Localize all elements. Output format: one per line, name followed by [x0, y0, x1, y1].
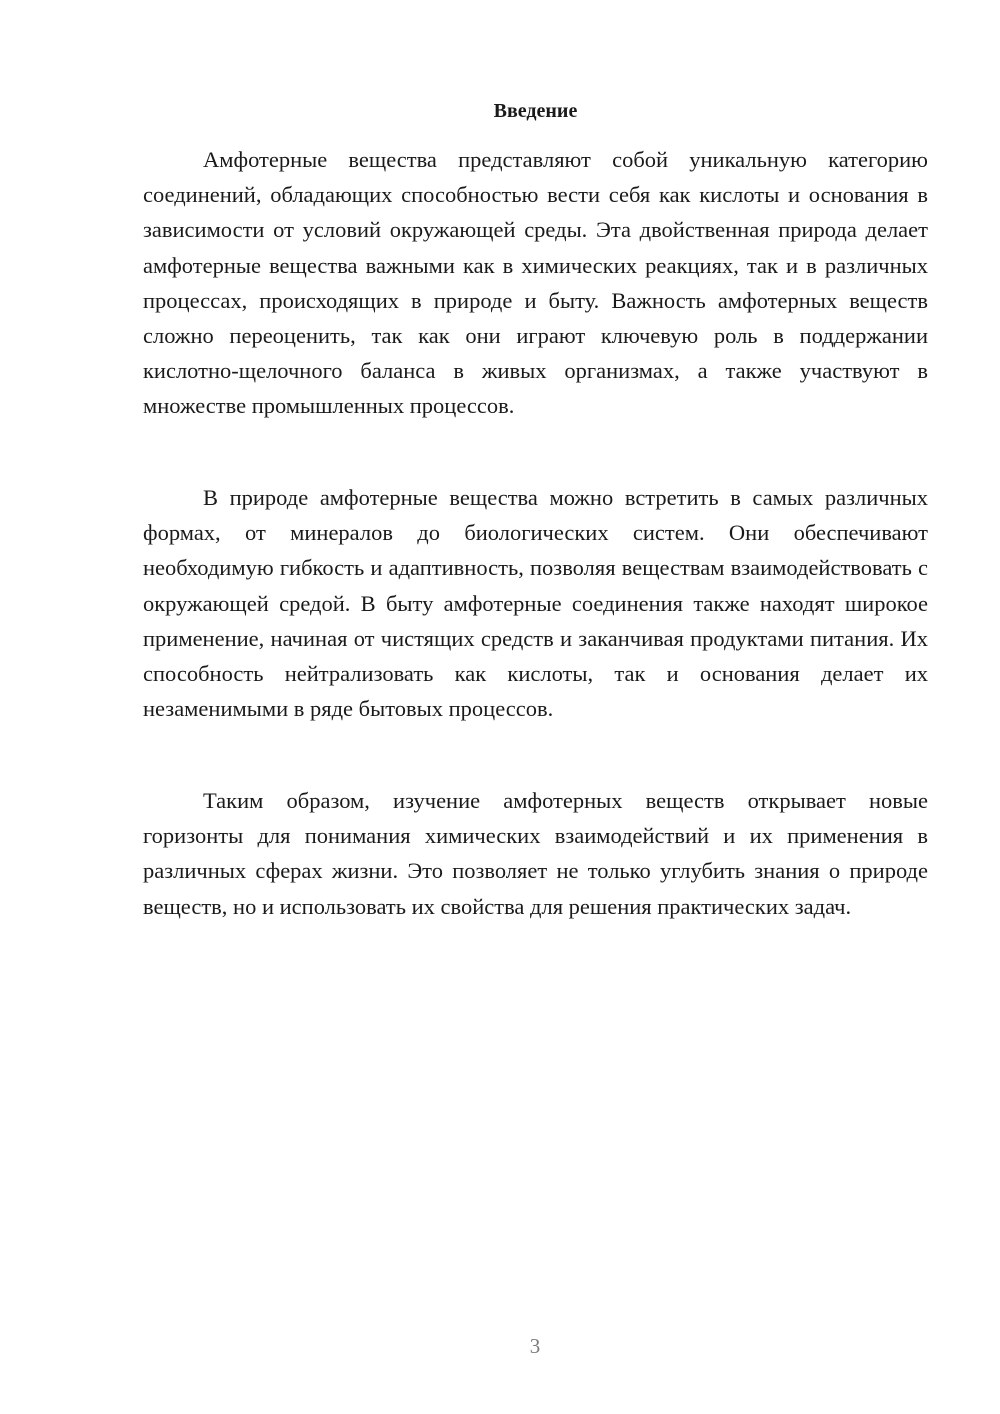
page-number: 3	[529, 1334, 541, 1358]
intro-paragraph-3: Таким образом, изучение амфотерных веществ открывает новые горизонты для понимания химических взаимодействий и их применения в различных сферах жизни. Это позволяет не только углубить знания о природе веществ, но и использовать их свойства для решения практических задач.	[143, 788, 928, 919]
section-title: Введение	[493, 100, 578, 122]
intro-paragraph-2: В природе амфотерные вещества можно встретить в самых различных формах, от минералов до биологических систем. Они обеспечивают необходимую гибкость и адаптивность, позволяя веществам взаимодействовать с окружающей средой. В быту амфотерные соединения также находят широкое применение, начиная от чистящих средств и заканчивая продуктами питания. Их способность нейтрализовать как кислоты, так и основания делает их незаменимыми в ряде бытовых процессов.	[143, 485, 928, 722]
intro-paragraph-1: Амфотерные вещества представляют собой уникальную категорию соединений, обладающих способностью вести себя как кислоты и основания в зависимости от условий окружающей среды. Эта двойственная природа делает амфотерные вещества важными как в химических реакциях, так и в различных процессах, происходящих в природе и быту. Важность амфотерных веществ сложно переоценить, так как они играют ключевую роль в поддержании кислотно-щелочного баланса в живых организмах, а также участвуют в множестве промышленных процессов.	[143, 147, 928, 419]
